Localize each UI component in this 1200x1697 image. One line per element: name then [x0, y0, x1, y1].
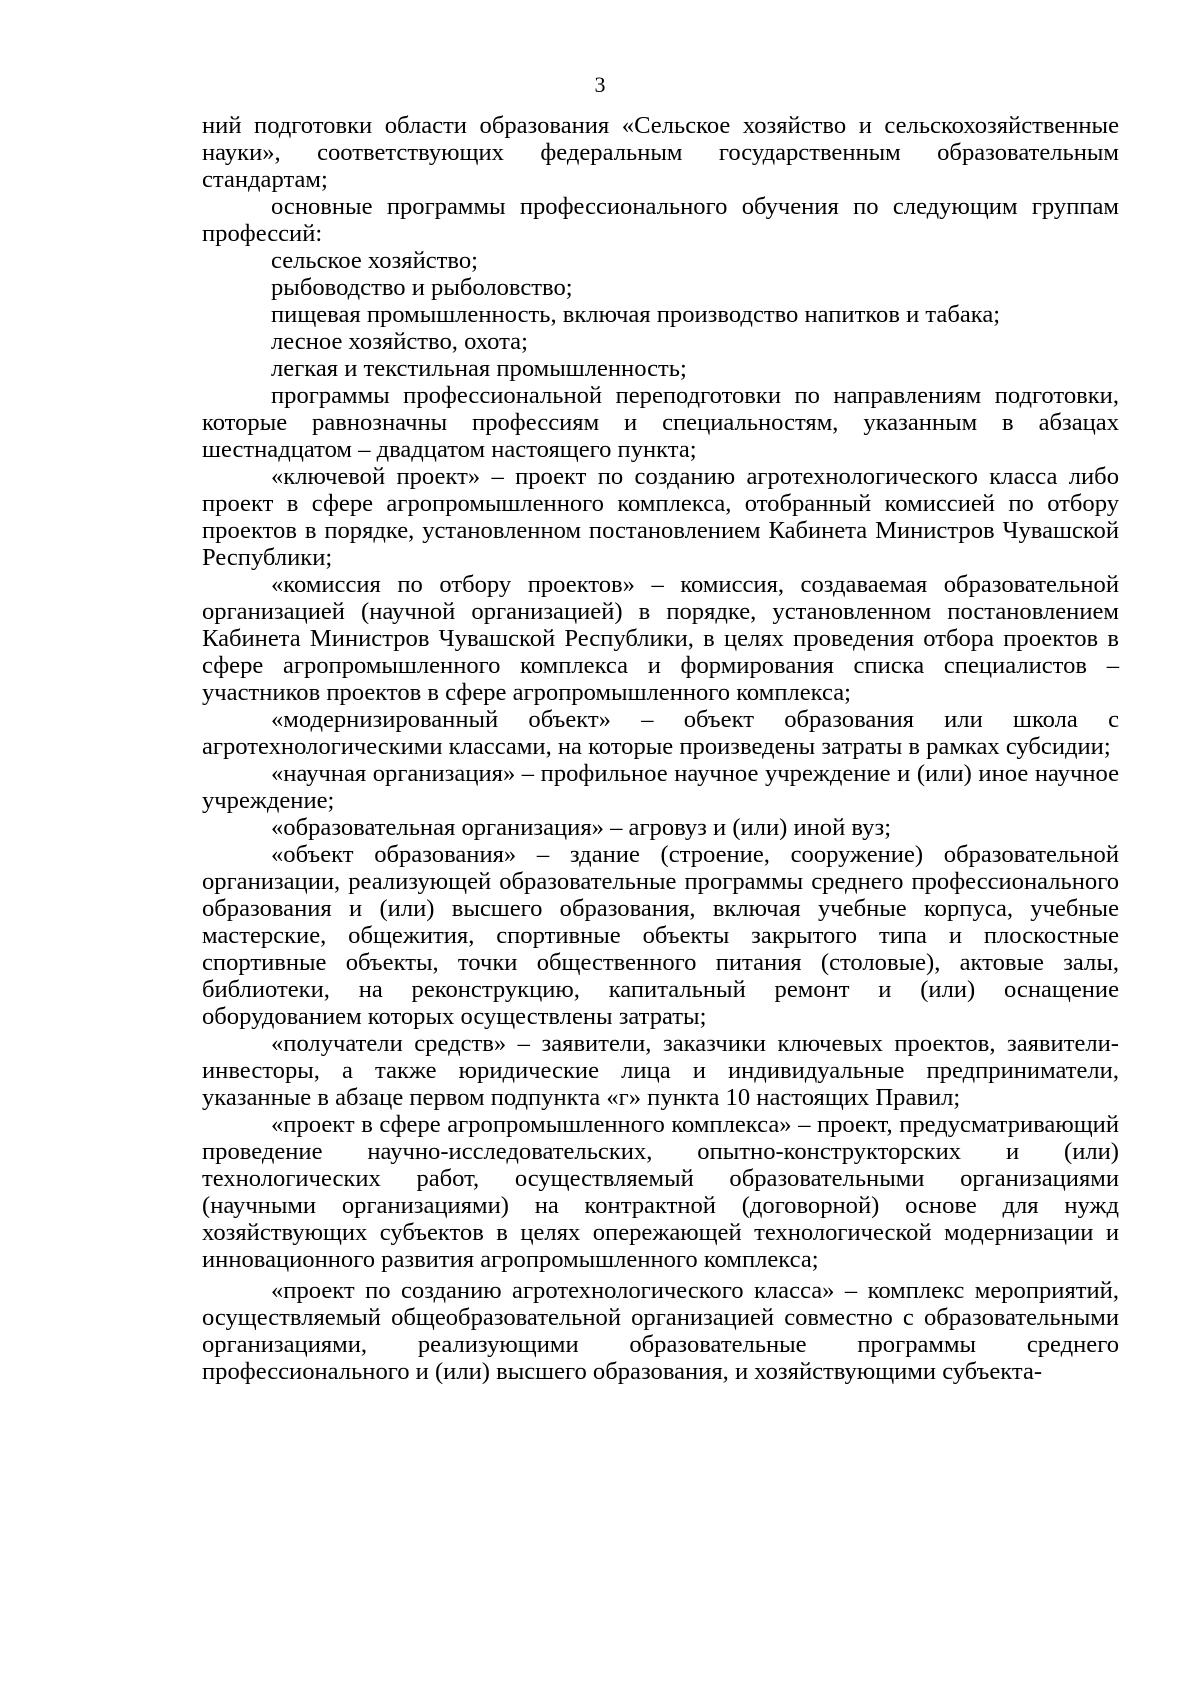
definition-selection-commission: «комиссия по отбору проектов» – комиссия, создаваемая образовательной организацией (научной организацией) в порядке, установленном постановлением Кабинета Министров Чувашской Республики, в целях проведения отбора проектов в сфере агропромышленного комплекса и формирования списка специалистов – участников проектов в сфере агропромышленного комплекса; — [202, 571, 1119, 706]
page-number: 3 — [594, 72, 606, 97]
definition-agro-project: «проект в сфере агропромышленного комплекса» – проект, предусматривающий проведение научно-исследовательских, опытно-конструкторских и (или) технологических работ, осуществляемый образовательными организациями (научными организациями) на контрактной (договорной) основе для нужд хозяйствующих субъектов в целях опережающей технологической модернизации и инновационного развития агропромышленного комплекса; — [202, 1111, 1119, 1273]
definition-fund-recipients: «получатели средств» – заявители, заказчики ключевых проектов, заявители-инвесторы, а также юридические лица и индивидуальные предприниматели, указанные в абзаце первом подпункта «г» пункта 10 настоящих Правил; — [202, 1030, 1119, 1111]
paragraph-retraining: программы профессиональной переподготовки по направлениям подготовки, которые равнозначны профессиям и специальностям, указанным в абзацах шестнадцатом – двадцатом настоящего пункта; — [202, 382, 1119, 463]
definition-education-object: «объект образования» – здание (строение, сооружение) образовательной организации, реализующей образовательные программы среднего профессионального образования и (или) высшего образования, включая учебные корпуса, учебные мастерские, общежития, спортивные объекты закрытого типа и плоскостные спортивные объекты, точки общественного питания (столовые), актовые залы, библиотеки, на реконструкцию, капитальный ремонт и (или) оснащение оборудованием которых осуществлены затраты; — [202, 841, 1119, 1030]
definition-modernized-object: «модернизированный объект» – объект образования или школа с агротехнологическими классами, на которые произведены затраты в рамках субсидии; — [202, 706, 1119, 760]
list-item-fishery: рыбоводство и рыболовство; — [271, 274, 573, 301]
document-body — [202, 112, 1119, 1385]
list-item-forestry: лесное хозяйство, охота; — [271, 328, 528, 355]
paragraph-2: основные программы профессионального обучения по следующим группам профессий: — [202, 193, 1119, 247]
definition-agrotech-class-project: «проект по созданию агротехнологического класса» – комплекс мероприятий, осуществляемый общеобразовательной организацией совместно с образовательными организациями, реализующими образовательные программы среднего профессионального и (или) высшего образования, и хозяйствующими субъекта- — [202, 1277, 1119, 1385]
definition-key-project: «ключевой проект» – проект по созданию агротехнологического класса либо проект в сфере агропромышленного комплекса, отобранный комиссией по отбору проектов в порядке, установленном постановлением Кабинета Министров Чувашской Республики; — [202, 463, 1119, 571]
paragraph-1: ний подготовки области образования «Сельское хозяйство и сельскохозяйственные науки», соответствующих федеральным государственным образовательным стандартам; — [202, 112, 1119, 193]
list-item-light-industry: легкая и текстильная промышленность; — [271, 355, 687, 382]
definition-educational-organization: «образовательная организация» – агровуз и (или) иной вуз; — [271, 814, 892, 841]
definition-scientific-organization: «научная организация» – профильное научное учреждение и (или) иное научное учреждение; — [202, 760, 1119, 814]
list-item-food-industry: пищевая промышленность, включая производство напитков и табака; — [271, 301, 1001, 328]
list-item-agriculture: сельское хозяйство; — [271, 247, 478, 274]
